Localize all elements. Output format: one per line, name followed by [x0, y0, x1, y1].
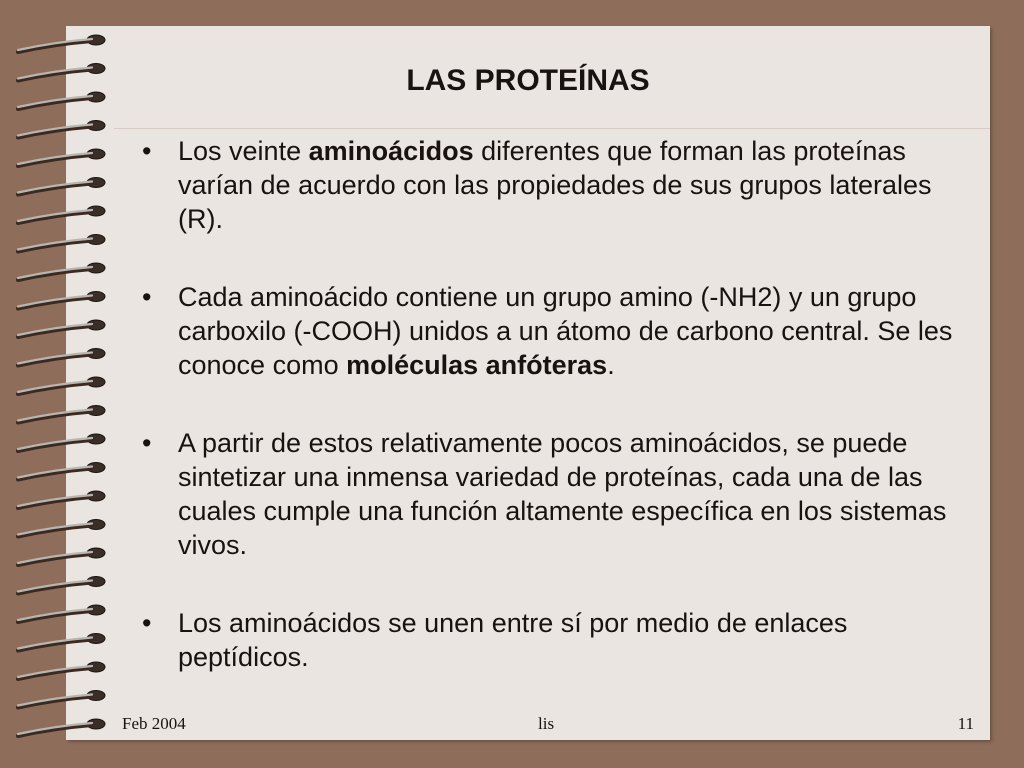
text-segment: Los aminoácidos se unen entre sí por medio de enlaces peptídicos. — [178, 608, 848, 672]
spiral-coil-icon — [18, 662, 105, 679]
spiral-coil-icon — [18, 577, 105, 594]
notebook-page — [66, 26, 990, 740]
bold-term: aminoácidos — [308, 136, 474, 166]
bullet-marker: • — [142, 136, 152, 166]
spiral-coil-icon — [18, 92, 105, 109]
title-divider — [114, 128, 990, 129]
bullet-item — [134, 280, 964, 382]
spiral-coil-icon — [18, 206, 105, 223]
spiral-coil-icon — [18, 605, 105, 622]
spiral-coil-icon — [18, 235, 105, 252]
bullet-marker: • — [142, 428, 152, 458]
text-segment: diferentes que forman las proteínas varían de acuerdo con las propiedades de sus grupos laterales (R). — [178, 136, 932, 234]
spiral-coil-icon — [18, 406, 105, 423]
spiral-coil-icon — [18, 320, 105, 337]
bullet-text — [178, 282, 952, 380]
spiral-coil-icon — [18, 463, 105, 480]
bullet-list — [134, 134, 964, 674]
spiral-coil-icon — [18, 292, 105, 309]
spiral-coil-icon — [18, 263, 105, 280]
spiral-coil-icon — [18, 349, 105, 366]
spiral-coil-icon — [18, 520, 105, 537]
spiral-coil-icon — [18, 434, 105, 451]
footer-page-number: 11 — [957, 714, 974, 733]
spiral-coil-icon — [18, 491, 105, 508]
slide-title: LAS PROTEÍNAS — [406, 64, 650, 97]
spiral-coil-icon — [18, 634, 105, 651]
spiral-coil-icon — [18, 178, 105, 195]
spiral-coil-icon — [18, 64, 105, 81]
bullet-item — [134, 134, 964, 236]
bold-term: moléculas anfóteras — [346, 350, 608, 380]
spiral-coil-icon — [18, 377, 105, 394]
text-segment: . — [607, 350, 615, 380]
bullet-marker: • — [142, 608, 152, 638]
text-segment: Cada aminoácido contiene un grupo amino (-NH2) y un grupo carboxilo (-COOH) unidos a un átomo de carbono central. Se les conoce como — [178, 282, 953, 380]
bullet-item — [134, 426, 964, 562]
bullet-text — [178, 428, 946, 560]
footer-author: lis — [538, 714, 555, 733]
text-segment: Los veinte — [178, 136, 309, 166]
text-segment: A partir de estos relativamente pocos aminoácidos, se puede sintetizar una inmensa variedad de proteínas, cada una de las cuales cumple una función altamente específica en los sistemas vivos. — [178, 428, 947, 560]
spiral-coil-icon — [18, 548, 105, 565]
spiral-coil-icon — [18, 149, 105, 166]
bullet-item — [134, 606, 964, 674]
bullet-text — [178, 136, 931, 234]
spiral-coil-icon — [18, 719, 105, 736]
spiral-coil-icon — [18, 121, 105, 138]
spiral-binding-icon — [0, 0, 130, 768]
spiral-coil-icon — [18, 691, 105, 708]
spiral-coil-icon — [18, 35, 105, 52]
bullet-text — [178, 608, 847, 672]
bullet-marker: • — [142, 282, 152, 312]
footer-date: Feb 2004 — [122, 714, 186, 733]
